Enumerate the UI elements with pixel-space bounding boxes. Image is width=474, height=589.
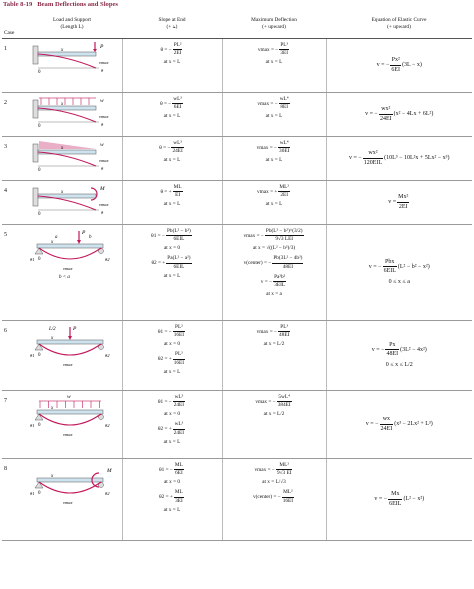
numerator: ML² — [278, 184, 290, 192]
fraction — [363, 149, 383, 166]
numerator: wx — [380, 415, 394, 424]
beam-body — [37, 410, 103, 414]
slope-cell — [122, 225, 222, 321]
equation-cell — [326, 39, 472, 93]
denominator: 16EI — [173, 332, 185, 339]
distributed-load — [39, 400, 101, 402]
denominator: 16EI — [173, 359, 185, 366]
deflection-cell — [222, 391, 326, 459]
equation-cell — [326, 225, 472, 321]
svg-text:x: x — [60, 102, 63, 107]
equation-cell — [326, 93, 472, 137]
svg-text:θ: θ — [100, 122, 103, 127]
beam-body — [37, 340, 103, 344]
distributed-load — [39, 97, 96, 99]
beam-diagram — [27, 138, 117, 172]
deflection-cell — [222, 321, 326, 391]
svg-text:w: w — [66, 394, 71, 400]
fraction — [171, 140, 183, 155]
deflection-cell — [222, 137, 326, 181]
fraction — [166, 255, 191, 270]
elastic-curve-condition: 0 ≤ x ≤ a — [388, 278, 410, 285]
load-support-cell — [22, 321, 122, 391]
slope-condition: at x = 0 — [163, 341, 181, 348]
slope-condition: at x = L — [163, 59, 181, 66]
deflection-condition: at x = L/2 — [263, 411, 285, 418]
table-row — [2, 321, 472, 391]
beam-body — [38, 194, 96, 198]
header-case: Case — [2, 10, 22, 39]
deflection-formula: vmax = − $\frac{\text{wL⁴}}{8EI}$ — [257, 96, 289, 111]
numerator: wL⁴ — [278, 140, 290, 148]
svg-text:M: M — [106, 468, 112, 474]
denominator: 48EI — [386, 351, 399, 358]
denominator: 3EIL — [274, 281, 286, 288]
triangular-load — [39, 141, 96, 149]
slope-condition: at x = 0 — [163, 245, 181, 252]
table-row — [2, 39, 472, 93]
pin-support — [35, 248, 43, 254]
deflection-condition: at x = L — [265, 59, 283, 66]
slope-formula: θ1 = − $\frac{\text{wL³}}{24EI}$ — [157, 394, 185, 409]
deflection-formula: vmax = − $\frac{\text{Pb(L² − b²)\textasciicircum{}(3/2)}}{\text{9√3 LEI}}$ — [243, 228, 303, 243]
svg-text:vmax: vmax — [62, 432, 73, 437]
denominator: 24EI — [380, 425, 393, 432]
svg-text:0: 0 — [37, 257, 41, 262]
fraction — [383, 258, 397, 275]
header-equation: Equation of Elastic Curve (+ upward) — [326, 10, 472, 39]
slope-cell — [122, 137, 222, 181]
denominator: 24EI — [173, 429, 185, 436]
load-support-cell — [22, 225, 122, 321]
case-number: 7 — [2, 391, 22, 459]
fraction — [277, 394, 292, 409]
elastic-curve-formula: v = − $\frac{\text{wx²}}{24EI}$ (x² − 4Lx + 6L²) — [365, 106, 434, 122]
svg-text:θ2: θ2 — [104, 257, 110, 262]
denominator: 120EIL — [363, 159, 383, 166]
numerator: wL⁴ — [279, 96, 290, 104]
case-number: 3 — [2, 137, 22, 181]
svg-text:θ1: θ1 — [29, 257, 35, 262]
fraction — [388, 490, 402, 507]
fraction — [174, 489, 184, 504]
numerator: wL³ — [172, 96, 183, 104]
denominator: 16EI — [282, 497, 294, 504]
wall-support — [33, 46, 38, 64]
elastic-curve-formula: v = − $\frac{\text{Pbx}}{\text{6EIL}}$ (L² − b² − x²) — [368, 259, 430, 275]
numerator: Pa(L² − a²) — [166, 255, 191, 263]
numerator: PL³ — [279, 42, 289, 50]
denominator: 24EI — [379, 115, 392, 122]
load-support-cell — [22, 93, 122, 137]
svg-text:θ1: θ1 — [29, 423, 35, 428]
fraction — [173, 42, 183, 57]
denominator: 6EI — [391, 66, 401, 73]
denominator: 48EI — [282, 263, 294, 270]
table-caption: Beam Deflections and Slopes — [37, 1, 118, 8]
beam-diagram — [27, 40, 117, 74]
case-number: 2 — [2, 93, 22, 137]
numerator: PL² — [173, 324, 185, 332]
svg-text:θ2: θ2 — [104, 353, 110, 358]
beam-body — [38, 150, 96, 154]
load-support-cell — [22, 459, 122, 541]
case-number: 6 — [2, 321, 22, 391]
numerator: wL³ — [171, 140, 183, 148]
deflection-cell — [222, 459, 326, 541]
deflection-condition: at x = L/2 — [263, 341, 285, 348]
slope-formula: θ = + $\frac{ML}{EI}$ — [160, 184, 182, 199]
elastic-curve-formula: v = − $\frac{\text{Px²}}{6EI}$ (3L − x) — [376, 57, 422, 73]
fraction — [379, 105, 393, 122]
svg-text:w: w — [99, 142, 104, 148]
beam-diagram — [27, 322, 117, 376]
svg-text:θ: θ — [100, 210, 103, 215]
denominator: 24EI — [172, 148, 183, 155]
denominator: 6EIL — [173, 263, 185, 270]
svg-text:x: x — [60, 48, 63, 53]
numerator: PL² — [173, 351, 185, 359]
svg-text:b: b — [88, 235, 92, 240]
fraction — [397, 193, 409, 210]
svg-text:vmax: vmax — [98, 114, 109, 119]
svg-text:P: P — [99, 44, 104, 50]
slope-condition: at x = L — [163, 201, 181, 208]
numerator: ML — [174, 462, 184, 470]
deflection-cell — [222, 39, 326, 93]
numerator: wx² — [363, 149, 383, 158]
deflected-shape — [39, 482, 101, 493]
slope-formula: θ = − $\frac{\text{wL³}}{6EI}$ — [160, 96, 182, 111]
deflection-formula: vmax = − $\frac{\text{PL³}}{48EI}$ — [256, 324, 290, 339]
beam-table — [2, 10, 472, 541]
fraction — [390, 56, 401, 73]
slope-formula: θ1 = − $\frac{ML}{6EI}$ — [159, 462, 183, 477]
deflection-formula: v(center) = − $\frac{\text{Pb(3L² − 4b²)}}{48EI}$ — [243, 255, 303, 270]
numerator: ML — [173, 184, 183, 192]
svg-text:vmax: vmax — [98, 60, 109, 65]
elastic-curve-formula: v = − $\frac{wx}{24EI}$ (x³ − 2Lx² + L³) — [365, 416, 433, 432]
numerator: Mx — [388, 490, 402, 499]
svg-text:0: 0 — [37, 168, 41, 172]
beam-body — [37, 244, 103, 248]
denominator: 6EI — [175, 470, 183, 477]
slope-formula: θ1 = − $\frac{\text{PL²}}{16EI}$ — [157, 324, 185, 339]
denominator: 9√3 EI — [276, 470, 292, 477]
fraction — [173, 324, 185, 339]
denominator: 48EI — [279, 332, 290, 339]
equation-cell — [326, 391, 472, 459]
beam-diagram — [27, 392, 117, 446]
deflection-formula: vmax = − $\frac{\text{wL⁴}}{30EI}$ — [256, 140, 290, 155]
deflection-condition: at x = L/√3 — [262, 479, 286, 486]
equation-cell — [326, 181, 472, 225]
svg-text:w: w — [99, 98, 104, 104]
deflection-formula: vmax = − $\frac{\text{PL³}}{3EI}$ — [257, 42, 289, 57]
svg-text:0: 0 — [37, 70, 41, 74]
numerator: Pb(L² − b²)^(3/2) — [265, 228, 304, 236]
fraction — [278, 184, 290, 199]
numerator: Pb(L² − b²) — [166, 228, 192, 236]
numerator: wL³ — [173, 421, 185, 429]
case-number: 4 — [2, 181, 22, 225]
fraction — [380, 415, 394, 432]
equation-cell — [326, 321, 472, 391]
elastic-curve-formula: v = − $\frac{Px}{48EI}$ (3L² − 4x²) — [371, 342, 427, 358]
svg-text:θ: θ — [100, 166, 103, 171]
svg-text:0: 0 — [37, 212, 41, 216]
denominator: 6EIL — [389, 500, 402, 507]
svg-text:vmax: vmax — [62, 362, 73, 367]
numerator: PL³ — [278, 324, 290, 332]
pin-support — [35, 482, 43, 488]
svg-text:0: 0 — [37, 491, 41, 496]
deflected-shape — [39, 248, 101, 259]
fraction — [173, 351, 185, 366]
svg-text:vmax: vmax — [98, 158, 109, 163]
elastic-curve-formula: v = − $\frac{\text{wx²}}{\text{120EIL}}$ (10L³ − 10L²x + 5Lx² − x³) — [349, 150, 450, 166]
fraction — [278, 324, 290, 339]
denominator: 24EI — [173, 402, 185, 409]
numerator: Px² — [390, 56, 401, 65]
svg-text:P: P — [72, 326, 77, 332]
fraction — [166, 228, 192, 243]
table-row — [2, 93, 472, 137]
deflection-formula: vmax = − $\frac{\text{5wL⁴}}{384EI}$ — [255, 394, 291, 409]
slope-formula: θ2 = + $\frac{ML}{3EI}$ — [159, 489, 183, 504]
slope-condition: at x = 0 — [163, 411, 181, 418]
numerator: Pa²b² — [273, 274, 286, 282]
load-support-cell — [22, 39, 122, 93]
denominator: 2EI — [280, 192, 289, 199]
denominator: 2EI — [173, 50, 182, 57]
load-support-cell — [22, 391, 122, 459]
svg-text:θ1: θ1 — [29, 491, 35, 496]
pin-support — [35, 344, 43, 350]
fraction — [273, 274, 286, 289]
slope-condition: at x = L — [163, 157, 181, 164]
denominator: 9√3 LEI — [275, 236, 294, 243]
table-row — [2, 391, 472, 459]
case-number: 5 — [2, 225, 22, 321]
case-number: 8 — [2, 459, 22, 541]
svg-text:vmax: vmax — [62, 266, 73, 271]
beam-diagram — [27, 182, 117, 216]
svg-text:x: x — [60, 146, 63, 151]
fraction — [282, 489, 294, 504]
numerator: ML — [174, 489, 184, 497]
slope-cell — [122, 93, 222, 137]
slope-cell — [122, 391, 222, 459]
deflected-shape — [39, 414, 101, 425]
numerator: Pbx — [383, 258, 397, 267]
deflected-shape — [39, 344, 101, 355]
numerator: wx² — [379, 105, 393, 114]
deflection-condition: at x = a — [266, 290, 282, 297]
deflection-condition: at x = √((L² − b²)/3) — [252, 245, 296, 252]
svg-text:θ: θ — [100, 68, 103, 73]
fraction — [279, 42, 289, 57]
slope-cell — [122, 459, 222, 541]
svg-text:P: P — [81, 230, 86, 236]
deflection-cell — [222, 225, 326, 321]
svg-text:0: 0 — [37, 353, 41, 358]
table-row — [2, 181, 472, 225]
fraction — [279, 96, 290, 111]
slope-cell — [122, 321, 222, 391]
deflection-formula: vmax = − $\frac{\text{ML²}}{9√3 EI}$ — [254, 462, 292, 477]
deflection-formula: vmax = + $\frac{\text{ML²}}{2EI}$ — [257, 184, 289, 199]
load-support-cell — [22, 181, 122, 225]
svg-text:θ2: θ2 — [104, 423, 110, 428]
svg-text:x: x — [50, 240, 53, 245]
elastic-curve-formula: v = $\frac{\text{Mx²}}{2EI}$ — [388, 194, 409, 210]
wall-support — [33, 144, 38, 162]
svg-text:x: x — [50, 474, 53, 479]
fraction — [173, 184, 183, 199]
svg-text:θ2: θ2 — [104, 491, 110, 496]
fraction — [272, 255, 303, 270]
svg-text:vmax: vmax — [62, 500, 73, 505]
slope-formula: θ1 = − $\frac{\text{Pb(L² − b²)}}{\text{6EIL}}$ — [151, 228, 191, 243]
slope-condition: at x = L — [163, 113, 181, 120]
svg-text:0: 0 — [37, 423, 41, 428]
numerator: Mx² — [397, 193, 409, 202]
deflection-condition: at x = L — [265, 201, 283, 208]
fraction — [173, 394, 185, 409]
table-row — [2, 225, 472, 321]
numerator: 5wL⁴ — [277, 394, 292, 402]
numerator: Pb(3L² − 4b²) — [272, 255, 303, 263]
fraction — [278, 140, 290, 155]
svg-text:b < a: b < a — [58, 275, 70, 280]
header-slope: Slope at End (+ ⦣) — [122, 10, 222, 39]
svg-text:x: x — [50, 406, 53, 411]
wall-support — [33, 100, 38, 118]
slope-condition: at x = 0 — [163, 479, 181, 486]
numerator: PL² — [173, 42, 183, 50]
equation-cell — [326, 137, 472, 181]
pin-support — [35, 414, 43, 420]
deflection-cell — [222, 181, 326, 225]
equation-cell — [326, 459, 472, 541]
deflection-formula: v(center) = − $\frac{\text{ML²}}{16EI}$ — [252, 489, 294, 504]
svg-text:θ1: θ1 — [29, 353, 35, 358]
slope-cell — [122, 39, 222, 93]
svg-text:0: 0 — [37, 124, 41, 128]
slope-condition: at x = L — [163, 272, 181, 279]
numerator: Px — [385, 341, 399, 350]
table-number: Table 8-19 — [3, 1, 33, 8]
slope-condition: at x = L — [163, 368, 181, 375]
slope-cell — [122, 181, 222, 225]
case-number: 1 — [2, 39, 22, 93]
svg-text:vmax: vmax — [98, 202, 109, 207]
table-row — [2, 137, 472, 181]
deflection-condition: at x = L — [265, 157, 283, 164]
svg-text:x: x — [60, 190, 63, 195]
numerator: ML² — [282, 489, 294, 497]
deflection-formula: v = − $\frac{\text{Pa²b²}}{\text{3EIL}}$ — [260, 273, 286, 288]
denominator: 6EI — [173, 104, 182, 111]
fraction — [174, 462, 184, 477]
numerator: ML² — [276, 462, 293, 470]
beam-body — [38, 52, 96, 56]
fraction — [385, 341, 399, 358]
slope-formula: θ2 = + $\frac{\text{wL³}}{24EI}$ — [157, 421, 185, 436]
slope-condition: at x = L — [163, 506, 181, 513]
numerator: wL³ — [173, 394, 185, 402]
beam-diagram — [27, 94, 117, 128]
svg-text:x: x — [50, 336, 53, 341]
denominator: 3EI — [280, 50, 289, 57]
elastic-curve-condition: 0 ≤ x ≤ L/2 — [385, 361, 413, 368]
svg-text:a: a — [54, 235, 58, 240]
slope-condition: at x = L — [163, 438, 181, 445]
denominator: 8EI — [280, 104, 289, 111]
header-row — [2, 10, 472, 39]
deflection-condition: at x = L — [265, 113, 283, 120]
table-row — [2, 459, 472, 541]
wall-support — [33, 188, 38, 206]
svg-text:M: M — [99, 186, 105, 192]
slope-formula: θ2 = + $\frac{\text{PL²}}{16EI}$ — [157, 351, 185, 366]
load-support-cell — [22, 137, 122, 181]
fraction — [276, 462, 293, 477]
deflection-cell — [222, 93, 326, 137]
denominator: 30EI — [279, 148, 290, 155]
denominator: 3EI — [175, 497, 183, 504]
elastic-curve-formula: v = − $\frac{Mx}{\text{6EIL}}$ (L² − x²) — [374, 491, 425, 507]
beam-body — [38, 106, 96, 110]
svg-text:L/2: L/2 — [48, 327, 56, 332]
slope-formula: θ = − $\frac{\text{PL²}}{2EI}$ — [160, 42, 182, 57]
header-deflection: Maximum Deflection (+ upward) — [222, 10, 326, 39]
slope-formula: θ2 = + $\frac{\text{Pa(L² − a²)}}{\text{6EIL}}$ — [151, 255, 191, 270]
denominator: EI — [175, 192, 181, 199]
slope-formula: θ = − $\frac{\text{wL³}}{24EI}$ — [159, 140, 183, 155]
beam-diagram — [27, 226, 117, 280]
denominator: 6EIL — [173, 236, 185, 243]
beam-body — [37, 478, 103, 482]
fraction — [265, 228, 304, 243]
fraction — [172, 96, 183, 111]
denominator: 2EI — [398, 203, 408, 210]
beam-diagram — [27, 460, 117, 514]
fraction — [173, 421, 185, 436]
denominator: 384EI — [277, 402, 291, 409]
table-title — [3, 1, 118, 8]
denominator: 6EIL — [383, 268, 396, 275]
header-load: Load and Support (Length L) — [22, 10, 122, 39]
